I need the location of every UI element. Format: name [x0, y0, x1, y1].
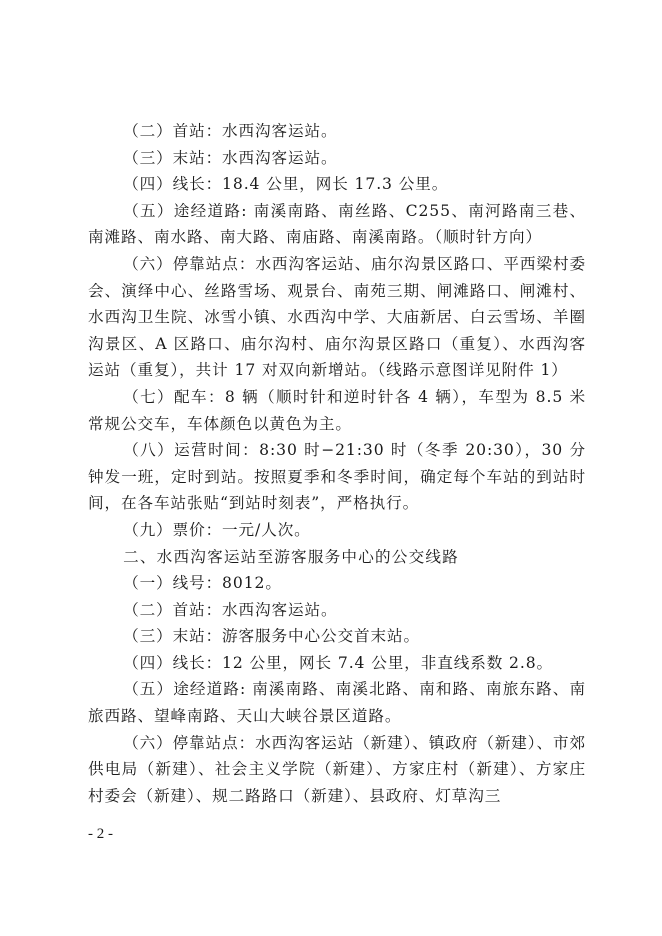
paragraph-stops: （六）停靠站点：水西沟客运站、庙尔沟景区路口、平西梁村委会、演绎中心、丝路雪场、观景台、南苑三期、闸滩路口、闸滩村、水西沟卫生院、冰雪小镇、水西沟中学、大庙新居、白云雪场、羊圈沟景区、A 区路口、庙尔沟村、庙尔沟景区路口（重复）、水西沟客运站（重复），共计 17 对双向新增站。（线路示意图详见附件 1）	[88, 254, 586, 380]
paragraph-route-number: （一）线号：8012。	[123, 574, 282, 593]
paragraph-stops-2: （六）停靠站点：水西沟客运站（新建）、镇政府（新建）、市郊供电局（新建）、社会主义学院（新建）、方家庄村（新建）、方家庄村委会（新建）、规二路路口（新建）、县政府、灯草沟三	[88, 733, 586, 805]
paragraph-operating-hours: （八）运营时间：8:30 时−21:30 时（冬季 20:30），30 分钟发一班，定时到站。按照夏季和冬季时间，确定每个车站的到站时间，在各车站张贴“到站时刻表”，严格执行。	[88, 441, 586, 513]
paragraph-last-station: （三）末站：水西沟客运站。	[123, 148, 338, 167]
paragraph-route-roads-2: （五）途经道路: 南溪南路、南溪北路、南和路、南旅东路、南旅西路、望峰南路、天山大峡谷景区道路。	[88, 680, 586, 726]
paragraph-route-roads: （五）途经道路: 南溪南路、南丝路、C255、南河路南三巷、南滩路、南水路、南大路、南庙路、南溪南路。（顺时针方向）	[88, 201, 586, 247]
paragraph-first-station: （二）首站：水西沟客运站。	[123, 122, 338, 140]
paragraph-fare: （九）票价：一元/人次。	[123, 520, 311, 539]
paragraph-line-length-2: （四）线长：12 公里，网长 7.4 公里，非直线系数 2.8。	[123, 653, 554, 672]
paragraph-last-station-2: （三）末站：游客服务中心公交首末站。	[123, 627, 420, 646]
page-number: - 2 -	[88, 826, 113, 842]
paragraph-vehicles: （七）配车：8 辆（顺时针和逆时针各 4 辆），车型为 8.5 米常规公交车，车体颜色以黄色为主。	[88, 387, 586, 433]
paragraph-first-station-2: （二）首站：水西沟客运站。	[123, 600, 338, 619]
section-heading-route-2: 二、水西沟客运站至游客服务中心的公交线路	[123, 547, 459, 566]
paragraph-line-length: （四）线长：18.4 公里，网长 17.3 公里。	[123, 175, 449, 194]
document-body	[88, 118, 586, 809]
